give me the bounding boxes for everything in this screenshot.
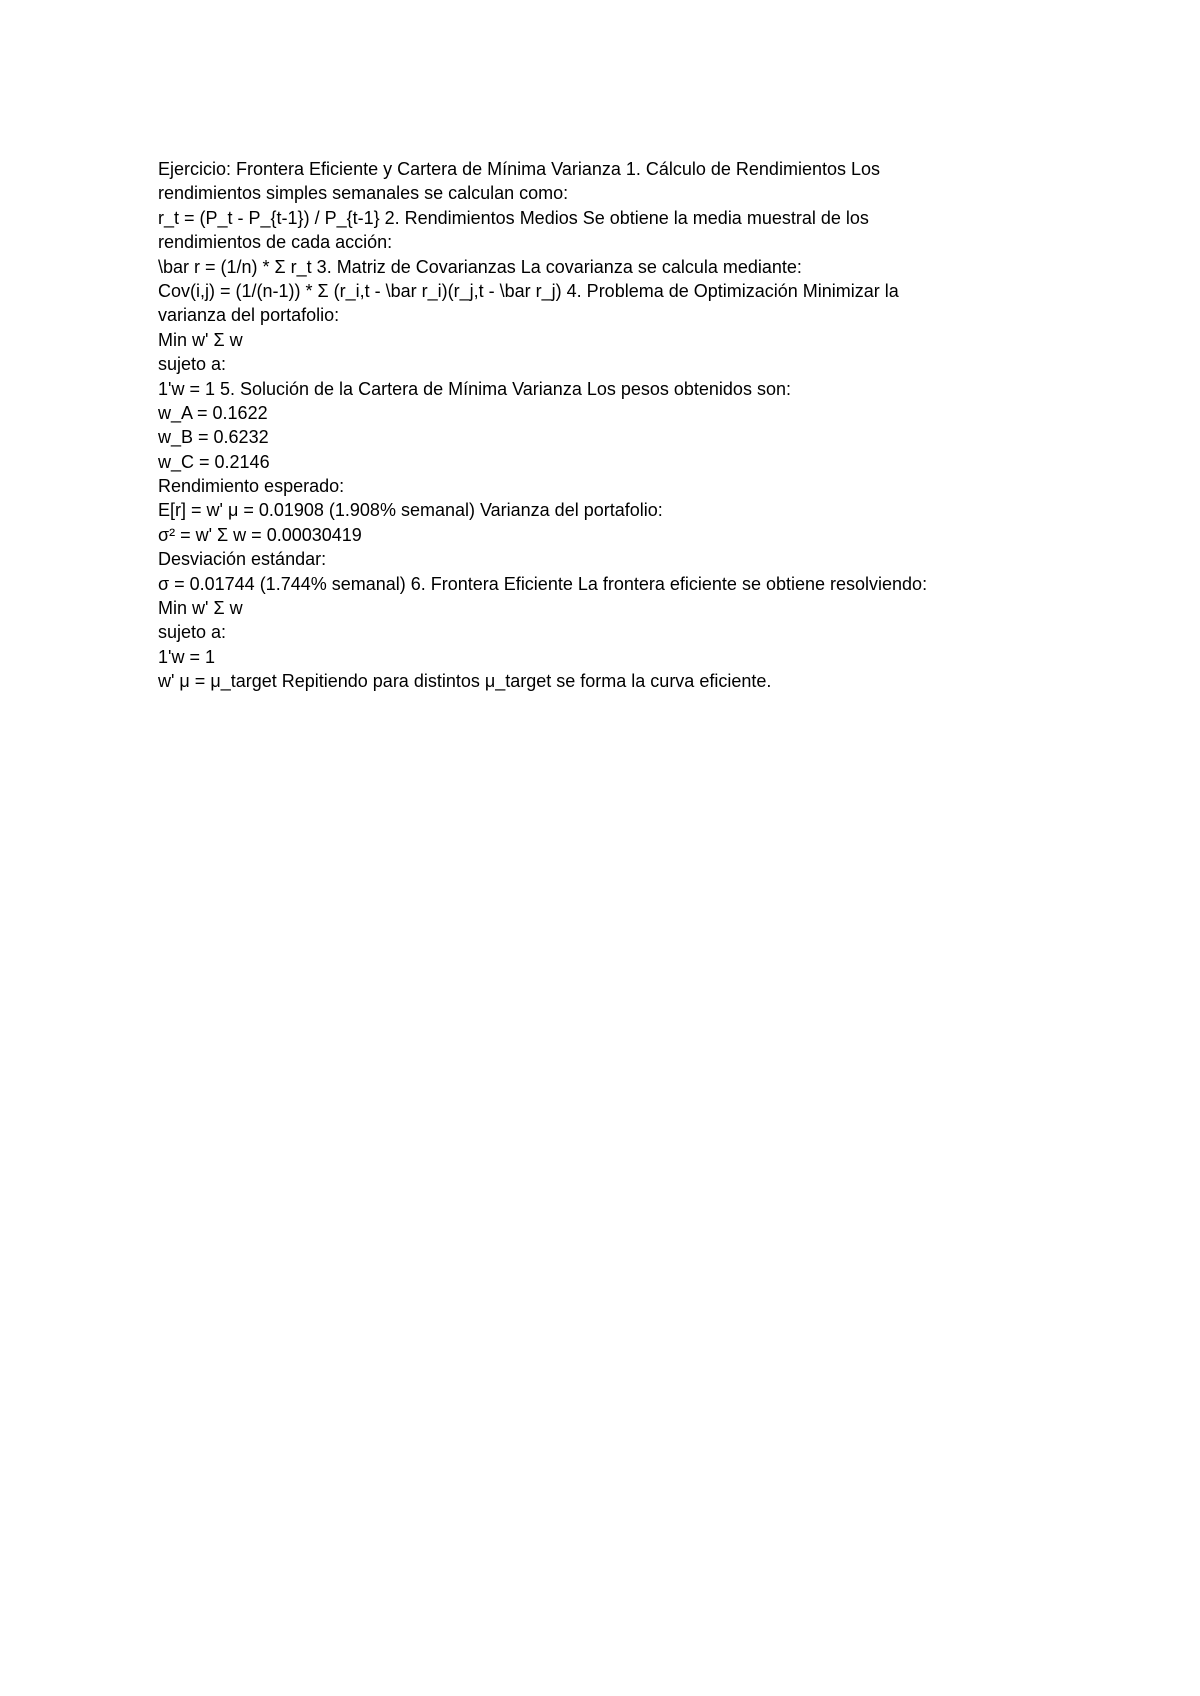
text-line: rendimientos simples semanales se calculan como: [158,183,569,204]
text-line: w_C = 0.2146 [158,451,270,472]
text-line: σ = 0.01744 (1.744% semanal) 6. Frontera Eficiente La frontera eficiente se obtiene resolviendo: [158,573,928,594]
text-line: σ² = w' Σ w = 0.00030419 [158,524,362,545]
text-line: sujeto a: [158,622,227,643]
text-line: 1'w = 1 5. Solución de la Cartera de Mínima Varianza Los pesos obtenidos son: [158,378,791,399]
text-line: r_t = (P_t - P_{t-1}) / P_{t-1} 2. Rendimientos Medios Se obtiene la media muestral de los [158,207,869,228]
text-line: Min w' Σ w [158,329,243,350]
document-body [158,157,1058,694]
text-line: rendimientos de cada acción: [158,232,393,253]
text-line: varianza del portafolio: [158,305,340,326]
text-line: sujeto a: [158,354,227,375]
text-line: E[r] = w' μ = 0.01908 (1.908% semanal) Varianza del portafolio: [158,500,663,521]
text-line: Desviación estándar: [158,549,327,570]
text-line: Min w' Σ w [158,598,243,619]
text-line: w_B = 0.6232 [158,427,269,448]
text-line: w_A = 0.1622 [158,402,268,423]
text-line: Cov(i,j) = (1/(n-1)) * Σ (r_i,t - \bar r_i)(r_j,t - \bar r_j) 4. Problema de Optimización Minimizar la [158,280,899,301]
text-line: 1'w = 1 [158,646,215,667]
text-line: Rendimiento esperado: [158,476,345,497]
text-line: w' μ = μ_target Repitiendo para distintos μ_target se forma la curva eficiente. [158,671,772,692]
text-line: \bar r = (1/n) * Σ r_t 3. Matriz de Covarianzas La covarianza se calcula mediante: [158,256,802,277]
text-line: Ejercicio: Frontera Eficiente y Cartera de Mínima Varianza 1. Cálculo de Rendimientos Los [158,159,880,179]
